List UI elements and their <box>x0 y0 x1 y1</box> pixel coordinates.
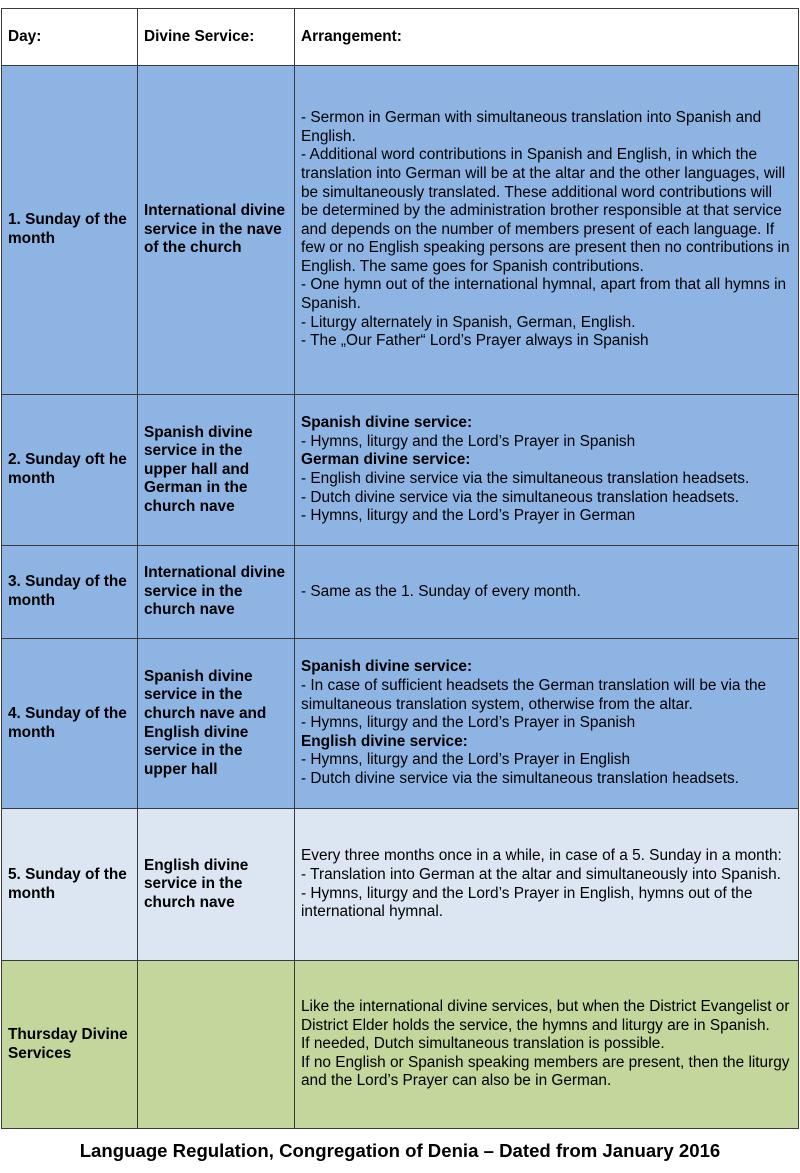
table-row <box>2 961 799 1129</box>
arrangement-line: - Dutch divine service via the simultaneous translation headsets. <box>301 769 740 787</box>
arrangement-line: If no English or Spanish speaking members are present, then the liturgy and the Lord’s Prayer can also be in German. <box>301 1053 790 1090</box>
day-cell: 1. Sunday of the month <box>2 66 138 395</box>
day-cell: 2. Sunday oft he month <box>2 395 138 546</box>
day-cell: 3. Sunday of the month <box>2 546 138 639</box>
day-cell: Thursday Divine Services <box>2 961 138 1129</box>
day-cell: 5. Sunday of the month <box>2 809 138 961</box>
table-row <box>2 639 799 809</box>
service-cell: English divine service in the church nave <box>138 809 295 961</box>
arrangement-line: - Hymns, liturgy and the Lord’s Prayer in Spanish <box>301 432 636 450</box>
table-row <box>2 395 799 546</box>
arrangement-cell <box>295 546 799 639</box>
service-cell: Spanish divine service in the upper hall and German in the church nave <box>138 395 295 546</box>
document-caption: Language Regulation, Congregation of Denia – Dated from January 2016 <box>79 1140 721 1161</box>
arrangement-line: - English divine service via the simultaneous translation headsets. <box>301 470 750 487</box>
service-cell: Spanish divine service in the church nave and English divine service in the upper hall <box>138 639 295 809</box>
table-row <box>2 66 799 395</box>
arrangement-cell <box>295 395 799 546</box>
header-arrangement: Arrangement: <box>295 9 799 66</box>
arrangement-cell <box>295 639 799 809</box>
arrangement-cell <box>295 66 799 395</box>
arrangement-heading: German divine service: <box>301 451 471 469</box>
arrangement-line: Every three months once in a while, in case of a 5. Sunday in a month: <box>301 847 782 865</box>
day-cell: 4. Sunday of the month <box>2 639 138 809</box>
arrangement-line: - Sermon in German with simultaneous translation into Spanish and English. <box>301 109 762 145</box>
language-regulation-table <box>1 8 799 1129</box>
arrangement-line: - In case of sufficient headsets the German translation will be via the simultaneous translation system, otherwise from the altar. <box>301 677 767 713</box>
arrangement-line: - Hymns, liturgy and the Lord’s Prayer in English, hymns out of the international hymnal. <box>301 884 753 921</box>
table-row <box>2 809 799 961</box>
arrangement-heading: Spanish divine service: <box>301 658 473 676</box>
header-day: Day: <box>2 9 138 66</box>
arrangement-line: - Additional word contributions in Spanish and English, in which the translation into German will be at the altar and the other languages, will be simultaneously translated. These additional word contributions will be determined by the administration brother responsible at that service and depends on the number of members present of each language. If few or no English speaking persons are present then no contributions in English. The same goes for Spanish contributions. <box>301 146 790 275</box>
arrangement-heading: Spanish divine service: <box>301 414 473 432</box>
arrangement-line: - Dutch divine service via the simultaneous translation headsets. <box>301 488 740 506</box>
arrangement-line: - Translation into German at the altar and simultaneously into Spanish. <box>301 865 781 883</box>
arrangement-line: Like the international divine services, but when the District Evangelist or District Elder holds the service, the hymns and liturgy are in Spanish. <box>301 998 790 1034</box>
table-row <box>2 546 799 639</box>
arrangement-line: - Liturgy alternately in Spanish, German, English. <box>301 313 636 331</box>
arrangement-line: - Hymns, liturgy and the Lord’s Prayer in Spanish <box>301 714 636 732</box>
header-service: Divine Service: <box>138 9 295 66</box>
arrangement-line: If needed, Dutch simultaneous translation is possible. <box>301 1035 665 1053</box>
arrangement-line: - One hymn out of the international hymnal, apart from that all hymns in Spanish. <box>301 276 787 313</box>
arrangement-line: - Same as the 1. Sunday of every month. <box>301 582 581 600</box>
arrangement-line: - Hymns, liturgy and the Lord’s Prayer in English <box>301 751 631 769</box>
arrangement-line: - Hymns, liturgy and the Lord’s Prayer in German <box>301 507 636 525</box>
arrangement-cell <box>295 809 799 961</box>
arrangement-heading: English divine service: <box>301 732 468 750</box>
header-row <box>2 9 799 66</box>
arrangement-line: - The „Our Father“ Lord’s Prayer always in Spanish <box>301 332 649 350</box>
arrangement-cell <box>295 961 799 1129</box>
service-cell <box>138 961 295 1129</box>
service-cell: International divine service in the nave of the church <box>138 66 295 395</box>
service-cell: International divine service in the church nave <box>138 546 295 639</box>
